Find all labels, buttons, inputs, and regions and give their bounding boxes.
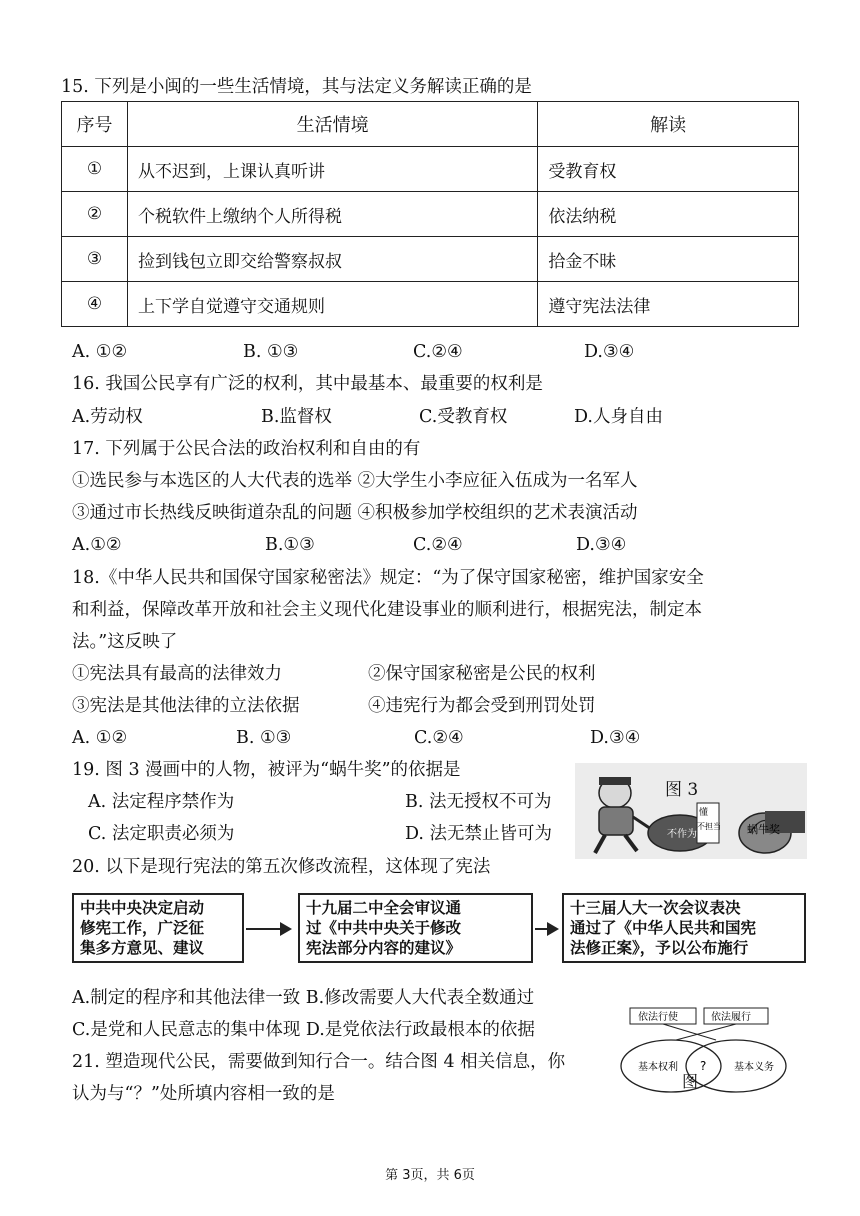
table-cell: ② (62, 192, 128, 237)
q18-stem-line: 18.《中华人民共和国保守国家秘密法》规定：“为了保守国家秘密，维护国家安全 (72, 568, 704, 588)
venn-right-label: 基本义务 (734, 1062, 774, 1073)
q17-option-d: D.③④ (576, 535, 627, 555)
q17-option-b: B.①③ (265, 535, 315, 555)
q18-item: ③宪法是其他法律的立法依据 (72, 696, 300, 716)
table-cell: ① (62, 147, 128, 192)
q18-option-d: D.③④ (590, 728, 641, 748)
flow-step-line: 修宪工作，广泛征 (80, 919, 205, 937)
q16-option-b: B.监督权 (261, 407, 332, 427)
table-row (62, 282, 799, 327)
venn-diagram (616, 1006, 816, 1096)
comic-text: 不担当 (697, 822, 721, 831)
q18-stem-line: 法。”这反映了 (72, 632, 178, 652)
table-header: 生活情境 (127, 102, 537, 147)
table-cell: 拾金不昧 (538, 237, 799, 282)
q15-option-d: D.③④ (584, 342, 635, 362)
table-header-row (62, 102, 799, 147)
flow-step-line: 十九届二中全会审议通 (306, 899, 462, 917)
flow-step-line: 中共中央决定启动 (80, 899, 205, 917)
q21-stem-line: 认为与“？”处所填内容相一致的是 (72, 1084, 335, 1104)
q20-options-line: C.是党和人民意志的集中体现 D.是党依法行政最根本的依据 (72, 1020, 535, 1040)
q20-options-line: A.制定的程序和其他法律一致 B.修改需要人大代表全数通过 (72, 988, 535, 1008)
flow-step-line: 通过了《中华人民共和国宪 (570, 919, 757, 937)
q15-option-b: B. ①③ (243, 342, 299, 362)
table-cell: ③ (62, 237, 128, 282)
q19-option-b: B. 法无授权不可为 (405, 792, 552, 812)
q17-option-c: C.②④ (413, 535, 463, 555)
q19-stem: 19. 图 3 漫画中的人物，被评为“蜗牛奖”的依据是 (72, 760, 461, 780)
table-cell: 捡到钱包立即交给警察叔叔 (127, 237, 537, 282)
comic-text: 不作为 (667, 829, 697, 840)
flow-step-3 (562, 893, 806, 963)
flow-arrow (246, 928, 290, 930)
q16-stem: 16. 我国公民享有广泛的权利，其中最基本、最重要的权利是 (72, 374, 543, 394)
table-cell: 依法纳税 (538, 192, 799, 237)
table-cell: 遵守宪法法律 (538, 282, 799, 327)
q19-option-a: A. 法定程序禁作为 (88, 792, 235, 812)
q18-item: ①宪法具有最高的法律效力 (72, 664, 282, 684)
q15-table (61, 101, 799, 327)
q16-option-d: D.人身自由 (574, 407, 663, 427)
q15-stem: 15. 下列是小闽的一些生活情境，其与法定义务解读正确的是 (61, 77, 532, 97)
q17-stem: 17. 下列属于公民合法的政治权利和自由的有 (72, 439, 421, 459)
table-cell: 受教育权 (538, 147, 799, 192)
table-cell: ④ (62, 282, 128, 327)
venn-question-mark: ? (700, 1059, 707, 1073)
table-cell: 上下学自觉遵守交通规则 (127, 282, 537, 327)
table-row (62, 147, 799, 192)
flow-step-line: 过《中共中央关于修改 (306, 919, 462, 937)
page-footer: 第 3页，共 6页 (385, 1168, 475, 1183)
table-row (62, 192, 799, 237)
venn-label: 依法行使 (638, 1012, 678, 1023)
venn-left-label: 基本权利 (638, 1062, 678, 1073)
flow-step-line: 集多方意见、建议 (80, 939, 205, 957)
flow-step-line: 法修正案》，予以公布施行 (570, 939, 749, 957)
flow-step-line: 十三届人大一次会议表决 (570, 899, 741, 917)
venn-label: 依法履行 (711, 1012, 751, 1023)
flow-arrow (535, 928, 557, 930)
q17-items-line: ③通过市长热线反映街道杂乱的问题 ④积极参加学校组织的艺术表演活动 (72, 503, 638, 523)
q18-option-b: B. ①③ (236, 728, 292, 748)
flow-step-line: 宪法部分内容的建议》 (306, 939, 462, 957)
flow-step-2 (298, 893, 533, 963)
q19-option-c: C. 法定职责必须为 (88, 824, 235, 844)
q17-option-a: A.①② (72, 535, 122, 555)
q18-option-c: C.②④ (414, 728, 464, 748)
table-header: 解读 (538, 102, 799, 147)
figure-3-label: 图 3 (665, 780, 699, 800)
comic-text: 懂 (699, 808, 709, 818)
table-cell: 从不迟到，上课认真听讲 (127, 147, 537, 192)
q15-option-a: A. ①② (72, 342, 128, 362)
q20-stem: 20. 以下是现行宪法的第五次修改流程，这体现了宪法 (72, 857, 491, 877)
table-row (62, 237, 799, 282)
comic-text: 蜗牛奖 (747, 823, 780, 836)
q16-option-a: A.劳动权 (72, 407, 143, 427)
table-cell: 个税软件上缴纳个人所得税 (127, 192, 537, 237)
q18-item: ④违宪行为都会受到刑罚处罚 (368, 696, 596, 716)
q19-option-d: D. 法无禁止皆可为 (405, 824, 553, 844)
q18-item: ②保守国家秘密是公民的权利 (368, 664, 596, 684)
q16-option-c: C.受教育权 (419, 407, 508, 427)
q18-option-a: A. ①② (72, 728, 128, 748)
q18-stem-line: 和利益，保障改革开放和社会主义现代化建设事业的顺利进行，根据宪法，制定本 (72, 600, 702, 620)
q17-items-line: ①选民参与本选区的人大代表的选举 ②大学生小李应征入伍成为一名军人 (72, 471, 638, 491)
table-header: 序号 (62, 102, 128, 147)
flow-step-1 (72, 893, 244, 963)
q15-option-c: C.②④ (413, 342, 463, 362)
q21-stem-line: 21. 塑造现代公民，需要做到知行合一。结合图 4 相关信息，你 (72, 1052, 566, 1072)
figure-4-label: 图 (682, 1072, 699, 1091)
